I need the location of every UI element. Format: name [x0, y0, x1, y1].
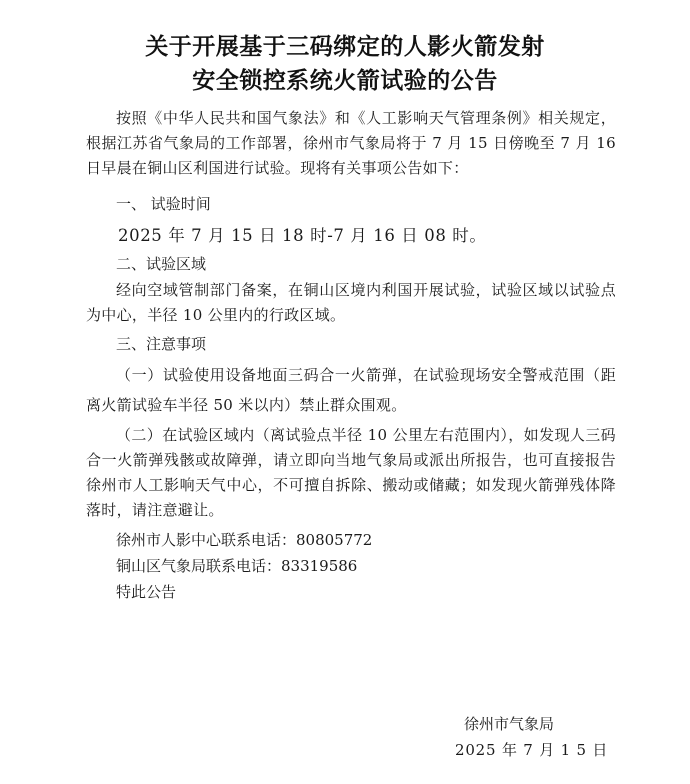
note-2-paragraph: （二）在试验区域内（离试验点半径 10 公里左右范围内），如发现人三码合一火箭弹残骸或故障弹，请立即向当地气象局或派出所报告，也可直接报告徐州市人工影响天气中心，不可擅自拆除、搬动或储藏；如发现火箭弹残体降落时，请注意避让。 — [86, 426, 616, 519]
signature-date: 2025 年 7 月 1 5 日 — [455, 741, 609, 759]
contact-tongshan-bureau: 铜山区气象局联系电话：83319586 — [116, 557, 358, 575]
section-heading-area: 二、试验区域 — [116, 255, 207, 273]
test-time-value: 2025 年 7 月 15 日 18 时-7 月 16 日 08 时。 — [118, 226, 487, 245]
closing-text: 特此公告 — [116, 583, 177, 601]
section-heading-notes: 三、注意事项 — [116, 335, 207, 353]
contact-xuzhou-center: 徐州市人影中心联系电话：80805772 — [116, 531, 373, 549]
section-heading-time: 一、 试验时间 — [116, 195, 211, 213]
title-line-1: 关于开展基于三码绑定的人影火箭发射 — [145, 34, 545, 60]
test-area-paragraph: 经向空域管制部门备案，在铜山区境内利国开展试验，试验区域以试验点为中心，半径 10 公里内的行政区域。 — [86, 281, 616, 324]
note-1-paragraph: （一）试验使用设备地面三码合一火箭弹，在试验现场安全警戒范围（距离火箭试验车半径 50 米以内）禁止群众围观。 — [86, 366, 616, 414]
title-line-2: 安全锁控系统火箭试验的公告 — [192, 68, 498, 94]
signature-organization: 徐州市气象局 — [464, 715, 555, 733]
intro-paragraph: 按照《中华人民共和国气象法》和《人工影响天气管理条例》相关规定，根据江苏省气象局的工作部署，徐州市气象局将于 7 月 15 日傍晚至 7 月 16 日早晨在铜山区利国进行试验。现将有关事项公告如下： — [86, 109, 616, 177]
